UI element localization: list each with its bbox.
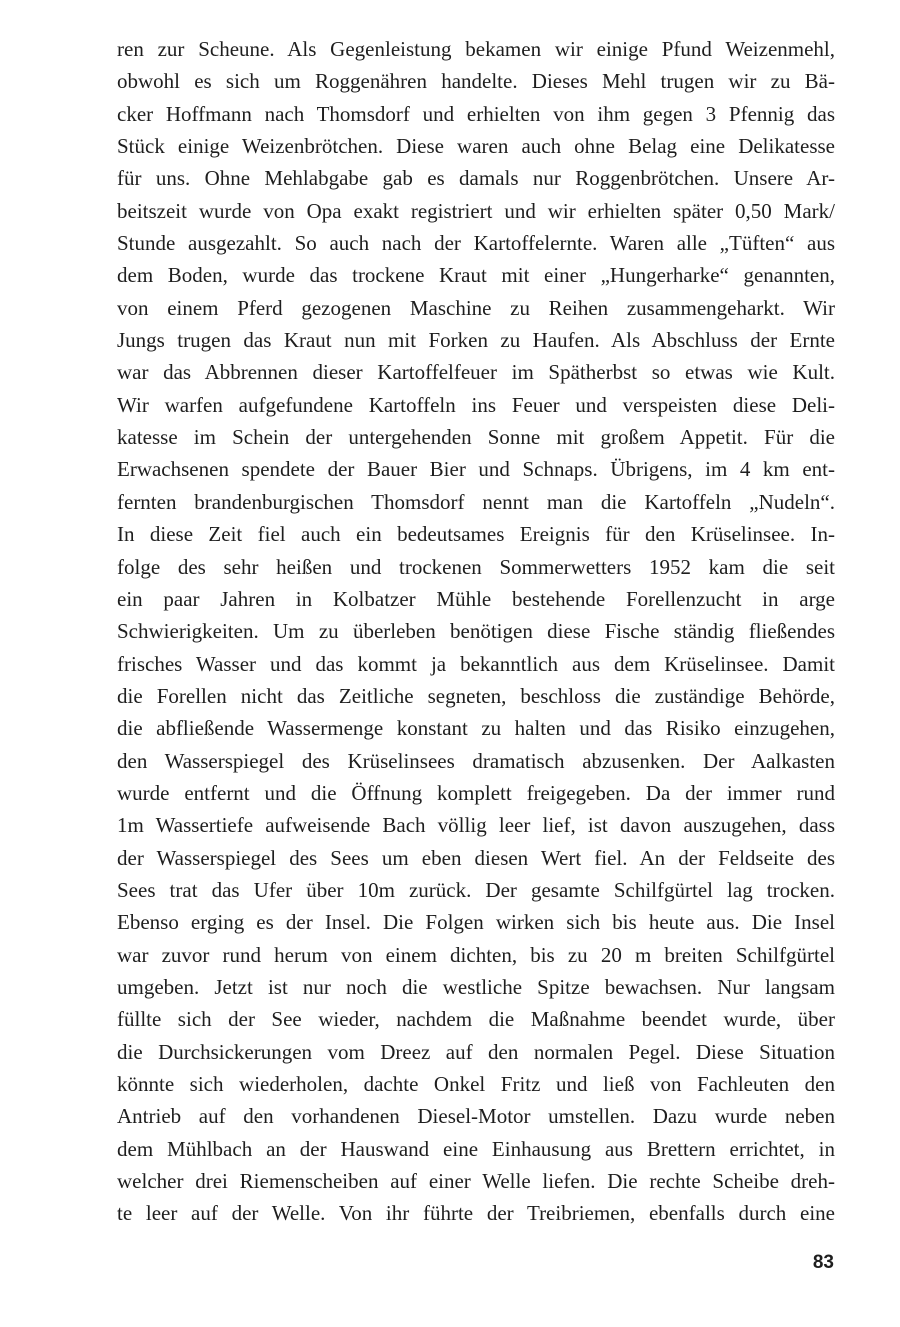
text-line: Stunde ausgezahlt. So auch nach der Kartoffelernte. Waren alle „Tüften“ aus bbox=[117, 231, 835, 256]
text-line: Stück einige Weizenbrötchen. Diese waren auch ohne Belag eine Delikatesse bbox=[117, 134, 835, 159]
text-line: obwohl es sich um Roggenähren handelte. Dieses Mehl trugen wir zu Bä- bbox=[117, 69, 835, 94]
page-number: 83 bbox=[812, 1252, 834, 1273]
text-line: könnte sich wiederholen, dachte Onkel Fritz und ließ von Fachleuten den bbox=[117, 1072, 835, 1096]
text-line: Wir warfen aufgefundene Kartoffeln ins Feuer und verspeisten diese Deli- bbox=[117, 392, 835, 417]
text-line: die Durchsickerungen vom Dreez auf den normalen Pegel. Diese Situation bbox=[117, 1039, 835, 1064]
text-line: katesse im Schein der untergehenden Sonne mit großem Appetit. Für die bbox=[117, 425, 835, 450]
text-line: der Wasserspiegel des Sees um eben diesen Wert fiel. An der Feldseite des bbox=[117, 845, 835, 870]
text-line: umgeben. Jetzt ist nur noch die westliche Spitze bewachsen. Nur langsam bbox=[117, 974, 835, 999]
text-line: ein paar Jahren in Kolbatzer Mühle bestehende Forellenzucht in arge bbox=[117, 586, 835, 611]
text-line: Ebenso erging es der Insel. Die Folgen wirken sich bis heute aus. Die Insel bbox=[117, 910, 835, 935]
text-line: fernten brandenburgischen Thomsdorf nennt man die Kartoffeln „Nudeln“. bbox=[117, 489, 835, 514]
text-line: wurde entfernt und die Öffnung komplett freigegeben. Da der immer rund bbox=[117, 780, 835, 805]
text-line: war zuvor rund herum von einem dichten, bis zu 20 m breiten Schilfgürtel bbox=[117, 942, 835, 967]
text-line: frisches Wasser und das kommt ja bekanntlich aus dem Krüselinsee. Damit bbox=[117, 651, 835, 676]
text-line: In diese Zeit fiel auch ein bedeutsames Ereignis für den Krüselinsee. In- bbox=[117, 522, 835, 547]
text-line: für uns. Ohne Mehlabgabe gab es damals nur Roggenbrötchen. Unsere Ar- bbox=[117, 166, 835, 191]
text-line: Jungs trugen das Kraut nun mit Forken zu Haufen. Als Abschluss der Ernte bbox=[117, 328, 835, 353]
text-line: den Wasserspiegel des Krüselinsees dramatisch abzusenken. Der Aalkasten bbox=[117, 748, 835, 773]
text-line: cker Hoffmann nach Thomsdorf und erhielten von ihm gegen 3 Pfennig das bbox=[117, 101, 835, 126]
text-line: von einem Pferd gezogenen Maschine zu Reihen zusammengeharkt. Wir bbox=[117, 295, 835, 320]
text-line: 1m Wassertiefe aufweisende Bach völlig leer lief, ist davon auszugehen, dass bbox=[117, 813, 835, 838]
text-line: folge des sehr heißen und trockenen Sommerwetters 1952 kam die seit bbox=[117, 554, 835, 579]
text-line: dem Boden, wurde das trockene Kraut mit einer „Hungerharke“ genannten, bbox=[117, 263, 835, 288]
text-line: Schwierigkeiten. Um zu überleben benötigen diese Fische ständig fließendes bbox=[117, 619, 835, 644]
text-line: die abfließende Wassermenge konstant zu halten und das Risiko einzugehen, bbox=[117, 716, 835, 741]
text-line: ren zur Scheune. Als Gegenleistung bekamen wir einige Pfund Weizenmehl, bbox=[117, 37, 835, 61]
text-line: füllte sich der See wieder, nachdem die Maßnahme beendet wurde, über bbox=[117, 1007, 835, 1032]
text-line: dem Mühlbach an der Hauswand eine Einhausung aus Brettern errichtet, in bbox=[117, 1136, 835, 1161]
text-line: beitszeit wurde von Opa exakt registriert und wir erhielten später 0,50 Mark/ bbox=[117, 198, 835, 223]
text-line: te leer auf der Welle. Von ihr führte der Treibriemen, ebenfalls durch eine bbox=[117, 1201, 835, 1226]
text-line: welcher drei Riemenscheiben auf einer Welle liefen. Die rechte Scheibe dreh- bbox=[117, 1169, 835, 1194]
text-line: war das Abbrennen dieser Kartoffelfeuer im Spätherbst so etwas wie Kult. bbox=[117, 360, 835, 385]
text-line: Sees trat das Ufer über 10m zurück. Der gesamte Schilfgürtel lag trocken. bbox=[117, 877, 835, 902]
text-line: Antrieb auf den vorhandenen Diesel-Motor umstellen. Dazu wurde neben bbox=[117, 1104, 835, 1129]
text-line: Erwachsenen spendete der Bauer Bier und Schnaps. Übrigens, im 4 km ent- bbox=[117, 457, 835, 482]
text-line: die Forellen nicht das Zeitliche segneten, beschloss die zuständige Behörde, bbox=[117, 683, 835, 708]
body-text bbox=[117, 33, 835, 1230]
